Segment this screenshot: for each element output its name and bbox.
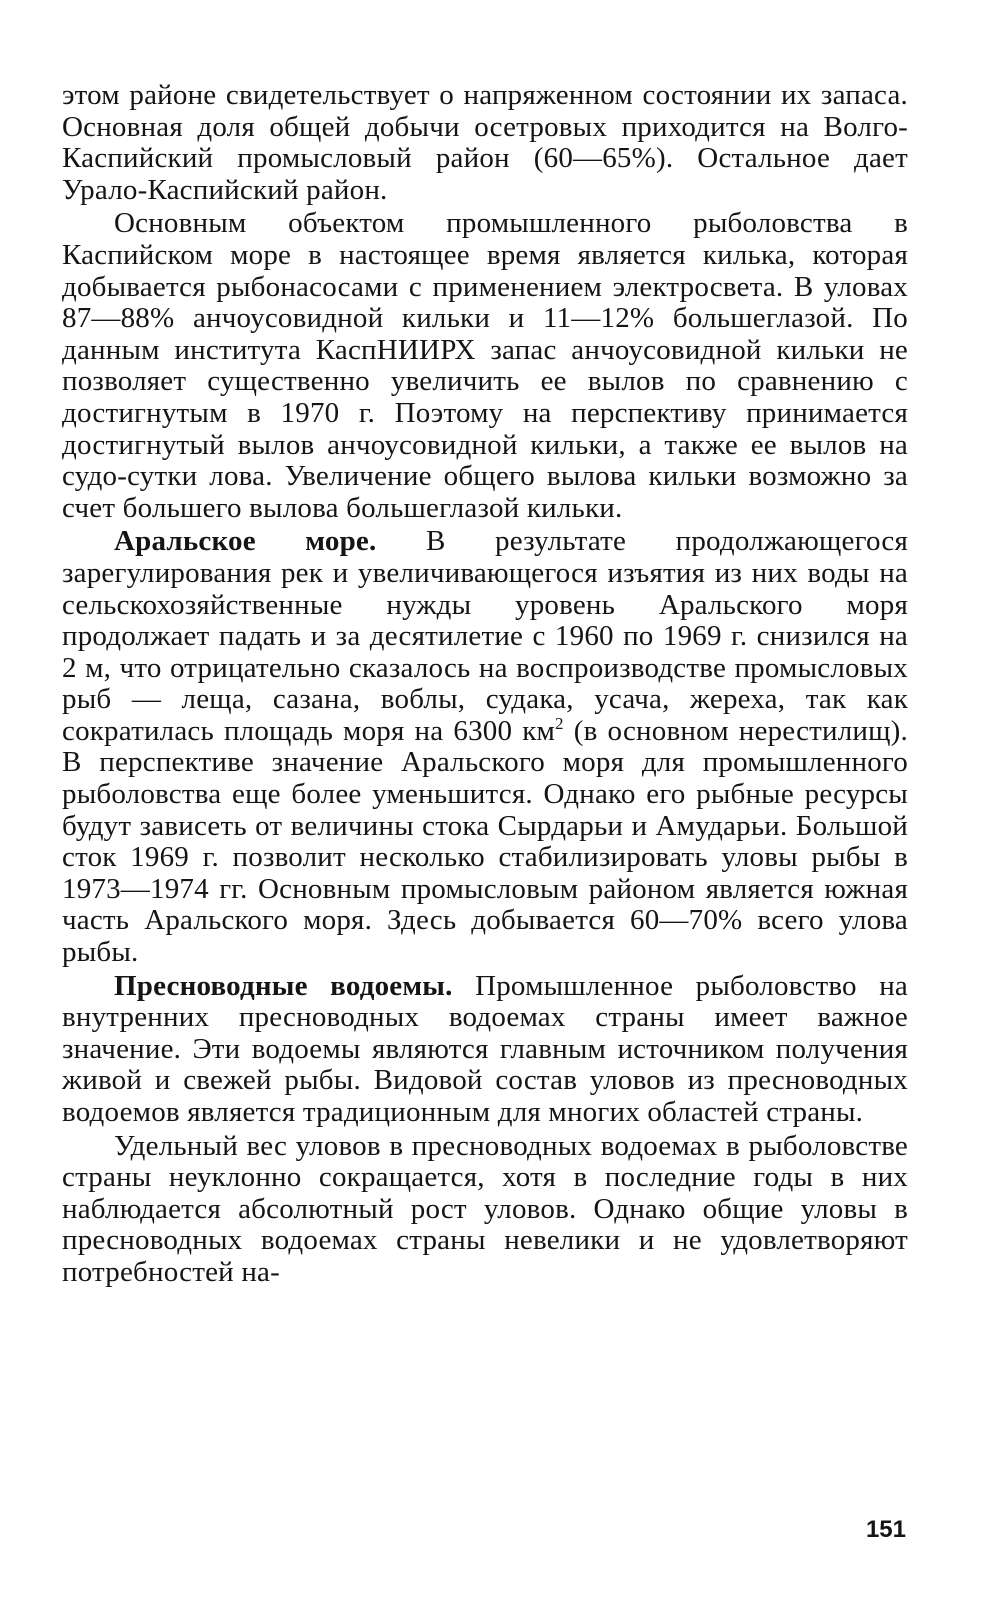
aral-sea-text-part-1: В результате продолжающегося зарегулирования рек и увеличивающегося изъятия из них воды на сельскохозяйственные нужды уровень Аральского моря продолжает падать и за десятилетие с 1960 по 1969 г. снизился на 2 м, что отрицательно сказалось на воспроизводстве промысловых рыб — леща, сазана, воблы, судака, усача, жереха, так как сократилась площадь моря на 6300 км <box>62 525 909 747</box>
paragraph-sturgeon-continuation: этом районе свидетельствует о напряженном состоянии их запаса. Основная доля общей добычи осетровых приходится на Волго-Каспийский промысловый район (60—65%). Остальное дает Урало-Каспийский район. <box>62 79 908 206</box>
paragraph-freshwater-bodies <box>62 971 908 1129</box>
paragraph-freshwater-catch-share: Удельный вес уловов в пресноводных водоемах в рыболовстве страны неуклонно сокращается, хотя в последние годы в них наблюдается абсолютный рост уловов. Однако общие уловы в пресноводных водоемах страны невелики и не удовлетворяют потребностей на- <box>62 1129 908 1288</box>
section-heading-freshwater-bodies: Пресноводные водоемы. <box>114 969 453 1002</box>
paragraph-aral-sea <box>62 526 908 968</box>
aral-sea-text-part-2: (в основном нерестилищ). В перспективе значение Аральского моря для промышленного рыболовства еще более уменьшится. Однако его рыбные ресурсы будут зависеть от величины стока Сырдарьи и Амударьи. Большой сток 1969 г. позволит несколько стабилизировать уловы рыбы в 1973—1974 гг. Основным промысловым районом является южная часть Аральского моря. Здесь добывается 60—70% всего улова рыбы. <box>62 714 908 969</box>
page-number: 151 <box>865 1516 906 1543</box>
book-page <box>62 80 908 1560</box>
paragraph-caspian-sprat: Основным объектом промышленного рыболовства в Каспийском море в настоящее время является килька, которая добывается рыбонасосами с применением электросвета. В уловах 87—88% анчоусовидной кильки и 11—12% большеглазой. По данным института КаспНИИРХ запас анчоусовидной кильки не позволяет существенно увеличить ее вылов по сравнению с достигнутым в 1970 г. Поэтому на перспективу принимается достигнутый вылов анчоусовидной кильки, а также ее вылов на судо-сутки лова. Увеличение общего вылова кильки возможно за счет большего вылова большеглазой кильки. <box>62 207 908 524</box>
freshwater-bodies-text: Промышленное рыболовство на внутренних пресноводных водоемах страны имеет важное значение. Эти водоемы являются главным источником получения живой и свежей рыбы. Видовой состав уловов из пресноводных водоемов является традиционным для многих областей страны. <box>62 969 908 1128</box>
superscript-square: 2 <box>555 713 564 733</box>
section-heading-aral-sea: Аральское море. <box>114 525 377 558</box>
